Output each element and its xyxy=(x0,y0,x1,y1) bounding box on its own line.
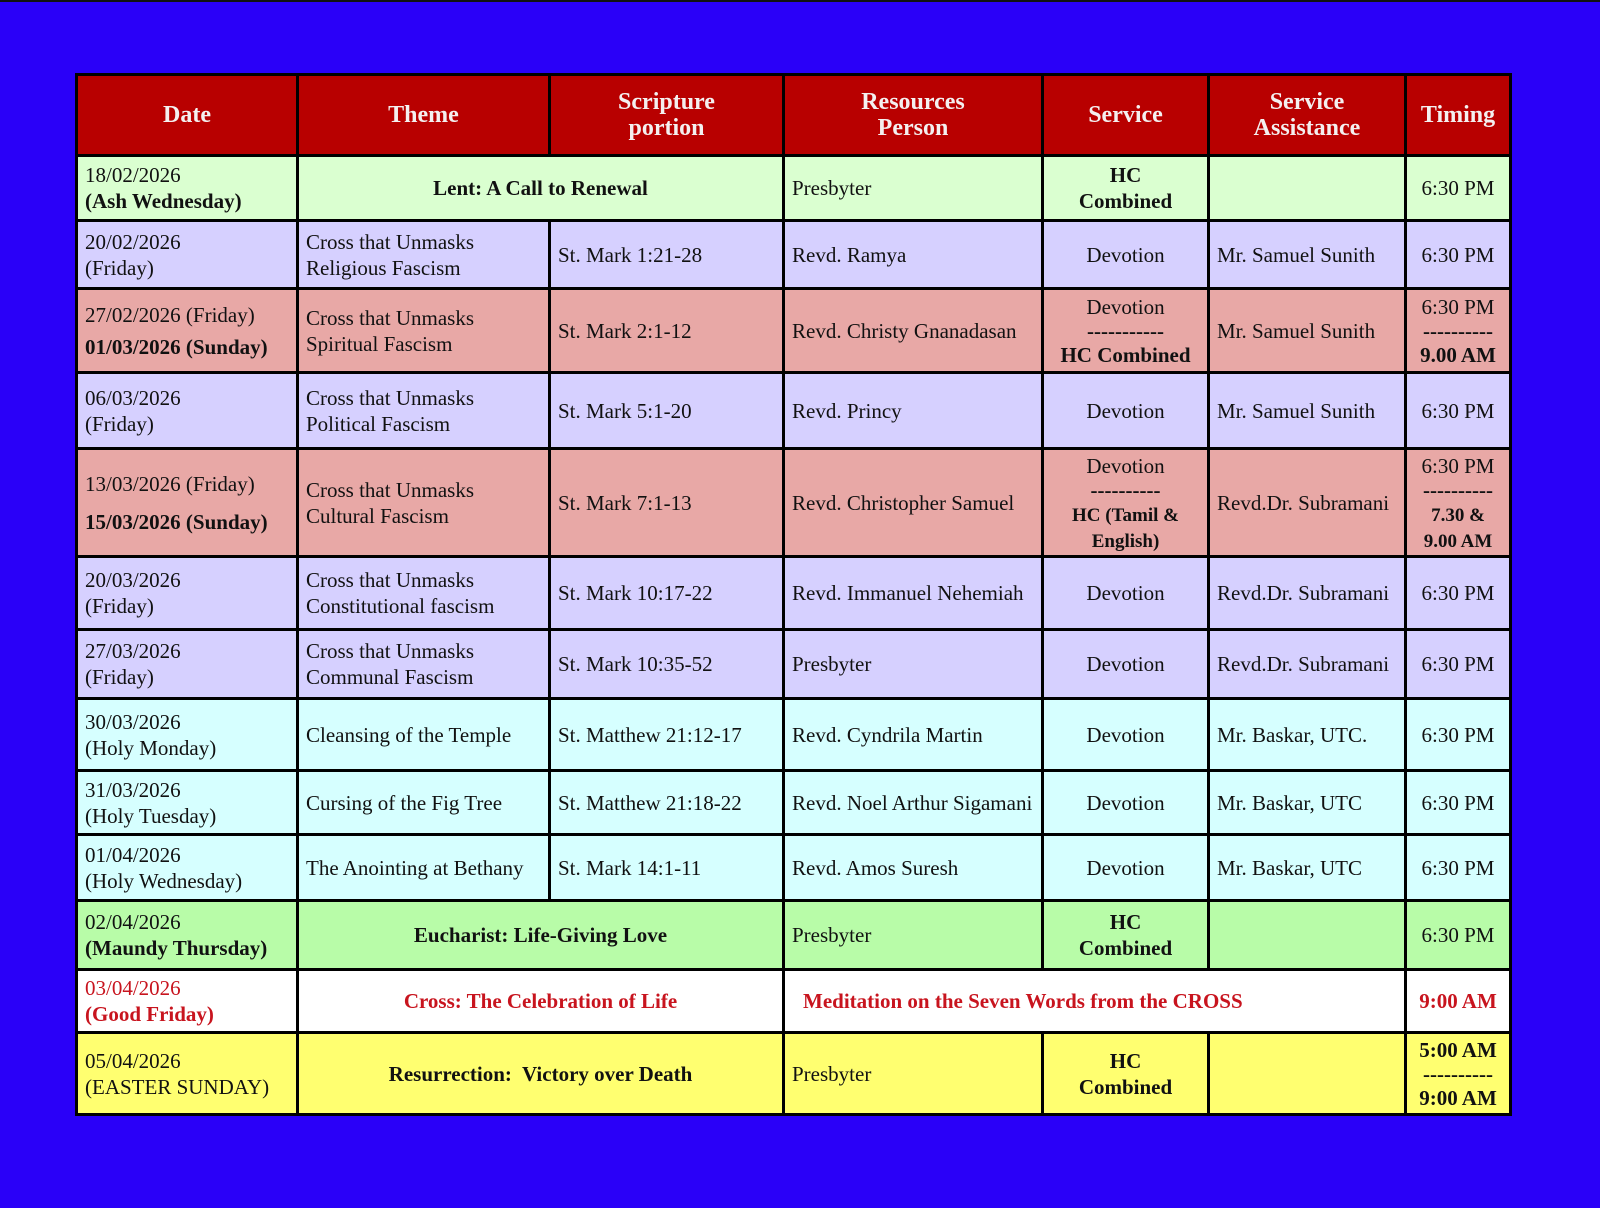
resource-cell: Presbyter xyxy=(784,630,1043,699)
date-cell: 30/03/2026 (Holy Monday) xyxy=(77,699,298,771)
table-row xyxy=(77,901,1511,970)
service-cell: Devotion xyxy=(1043,699,1209,771)
scripture-cell: St. Mark 10:17-22 xyxy=(550,557,784,630)
header-theme: Theme xyxy=(298,75,550,156)
timing-cell: 6:30 PM xyxy=(1406,630,1511,699)
theme-cell: Eucharist: Life-Giving Love xyxy=(298,901,784,970)
assistance-cell xyxy=(1209,901,1406,970)
timing-cell: 6:30 PM xyxy=(1406,699,1511,771)
service-cell: HC Combined xyxy=(1043,1033,1209,1115)
date-cell: 20/02/2026 (Friday) xyxy=(77,221,298,289)
service-cell: Devotion xyxy=(1043,221,1209,289)
timing-cell: 6:30 PM xyxy=(1406,901,1511,970)
table-row xyxy=(77,835,1511,901)
service-cell: Devotion xyxy=(1043,557,1209,630)
resource-cell: Revd. Christy Gnanadasan xyxy=(784,289,1043,373)
theme-cell: Lent: A Call to Renewal xyxy=(298,156,784,221)
table-row xyxy=(77,289,1511,373)
service-cell: Devotion ---------- HC (Tamil & English) xyxy=(1043,449,1209,557)
timing-cell: 6:30 PM xyxy=(1406,373,1511,449)
scripture-cell: St. Mark 5:1-20 xyxy=(550,373,784,449)
assistance-cell: Mr. Baskar, UTC xyxy=(1209,835,1406,901)
theme-cell: Cross that Unmasks Religious Fascism xyxy=(298,221,550,289)
resource-cell: Revd. Christopher Samuel xyxy=(784,449,1043,557)
theme-cell: Cross that Unmasks Cultural Fascism xyxy=(298,449,550,557)
resource-cell: Revd. Amos Suresh xyxy=(784,835,1043,901)
date-cell: 05/04/2026 (EASTER SUNDAY) xyxy=(77,1033,298,1115)
date-cell: 18/02/2026 (Ash Wednesday) xyxy=(77,156,298,221)
service-cell: Devotion xyxy=(1043,835,1209,901)
timing-cell: 6:30 PM ---------- 9.00 AM xyxy=(1406,289,1511,373)
assistance-cell: Mr. Baskar, UTC xyxy=(1209,771,1406,835)
table-row xyxy=(77,970,1511,1033)
date-cell: 31/03/2026 (Holy Tuesday) xyxy=(77,771,298,835)
table-row xyxy=(77,373,1511,449)
theme-cell: Cursing of the Fig Tree xyxy=(298,771,550,835)
timing-cell: 6:30 PM xyxy=(1406,221,1511,289)
scripture-cell: St. Mark 7:1-13 xyxy=(550,449,784,557)
service-cell: HC Combined xyxy=(1043,156,1209,221)
theme-cell: Cross that Unmasks Spiritual Fascism xyxy=(298,289,550,373)
resource-cell: Revd. Princy xyxy=(784,373,1043,449)
assistance-cell: Mr. Samuel Sunith xyxy=(1209,373,1406,449)
table-row xyxy=(77,557,1511,630)
date-cell: 13/03/2026 (Friday) 15/03/2026 (Sunday) xyxy=(77,449,298,557)
header-scripture: Scripture portion xyxy=(550,75,784,156)
theme-cell: Cross that Unmasks Communal Fascism xyxy=(298,630,550,699)
assistance-cell xyxy=(1209,156,1406,221)
service-cell: HC Combined xyxy=(1043,901,1209,970)
date-cell: 27/02/2026 (Friday) 01/03/2026 (Sunday) xyxy=(77,289,298,373)
theme-cell: Cross: The Celebration of Life xyxy=(298,970,784,1033)
header-timing: Timing xyxy=(1406,75,1511,156)
header-resource-person: Resources Person xyxy=(784,75,1043,156)
resource-cell: Revd. Cyndrila Martin xyxy=(784,699,1043,771)
timing-cell: 5:00 AM ---------- 9:00 AM xyxy=(1406,1033,1511,1115)
scripture-cell: St. Mark 1:21-28 xyxy=(550,221,784,289)
assistance-cell xyxy=(1209,1033,1406,1115)
date-cell: 03/04/2026 (Good Friday) xyxy=(77,970,298,1033)
table-row xyxy=(77,449,1511,557)
resource-cell: Revd. Noel Arthur Sigamani xyxy=(784,771,1043,835)
table-row xyxy=(77,771,1511,835)
assistance-cell: Mr. Samuel Sunith xyxy=(1209,221,1406,289)
timing-cell: 6:30 PM xyxy=(1406,771,1511,835)
theme-cell: Cross that Unmasks Political Fascism xyxy=(298,373,550,449)
assistance-cell: Mr. Samuel Sunith xyxy=(1209,289,1406,373)
resource-cell: Presbyter xyxy=(784,1033,1043,1115)
theme-cell: Cross that Unmasks Constitutional fascism xyxy=(298,557,550,630)
header-service-assistance: Service Assistance xyxy=(1209,75,1406,156)
timing-cell: 6:30 PM xyxy=(1406,156,1511,221)
service-cell: Devotion xyxy=(1043,771,1209,835)
date-cell: 01/04/2026 (Holy Wednesday) xyxy=(77,835,298,901)
table-row xyxy=(77,630,1511,699)
top-border xyxy=(0,0,1600,2)
table-row xyxy=(77,699,1511,771)
date-cell: 20/03/2026 (Friday) xyxy=(77,557,298,630)
header-row xyxy=(77,75,1511,156)
date-cell: 27/03/2026 (Friday) xyxy=(77,630,298,699)
service-cell: Devotion xyxy=(1043,630,1209,699)
table-row xyxy=(77,156,1511,221)
assistance-cell: Mr. Baskar, UTC. xyxy=(1209,699,1406,771)
theme-cell: The Anointing at Bethany xyxy=(298,835,550,901)
scripture-cell: St. Matthew 21:12-17 xyxy=(550,699,784,771)
assistance-cell: Revd.Dr. Subramani xyxy=(1209,449,1406,557)
resource-cell: Presbyter xyxy=(784,156,1043,221)
scripture-cell: St. Mark 2:1-12 xyxy=(550,289,784,373)
header-service: Service xyxy=(1043,75,1209,156)
timing-cell: 6:30 PM ---------- 7.30 & 9.00 AM xyxy=(1406,449,1511,557)
header-date: Date xyxy=(77,75,298,156)
table-row xyxy=(77,1033,1511,1115)
assistance-cell: Revd.Dr. Subramani xyxy=(1209,557,1406,630)
service-cell: Devotion xyxy=(1043,373,1209,449)
scripture-cell: St. Matthew 21:18-22 xyxy=(550,771,784,835)
timing-cell: 6:30 PM xyxy=(1406,557,1511,630)
theme-cell: Cleansing of the Temple xyxy=(298,699,550,771)
table-row xyxy=(77,221,1511,289)
assistance-cell: Revd.Dr. Subramani xyxy=(1209,630,1406,699)
date-cell: 02/04/2026 (Maundy Thursday) xyxy=(77,901,298,970)
resource-cell: Revd. Ramya xyxy=(784,221,1043,289)
scripture-cell: St. Mark 14:1-11 xyxy=(550,835,784,901)
timing-cell: 6:30 PM xyxy=(1406,835,1511,901)
theme-cell: Resurrection: Victory over Death xyxy=(298,1033,784,1115)
meditation-cell: Meditation on the Seven Words from the CROSS xyxy=(784,970,1406,1033)
service-cell: Devotion ----------- HC Combined xyxy=(1043,289,1209,373)
date-cell: 06/03/2026 (Friday) xyxy=(77,373,298,449)
lent-schedule-table xyxy=(75,73,1512,1116)
resource-cell: Presbyter xyxy=(784,901,1043,970)
resource-cell: Revd. Immanuel Nehemiah xyxy=(784,557,1043,630)
scripture-cell: St. Mark 10:35-52 xyxy=(550,630,784,699)
timing-cell: 9:00 AM xyxy=(1406,970,1511,1033)
